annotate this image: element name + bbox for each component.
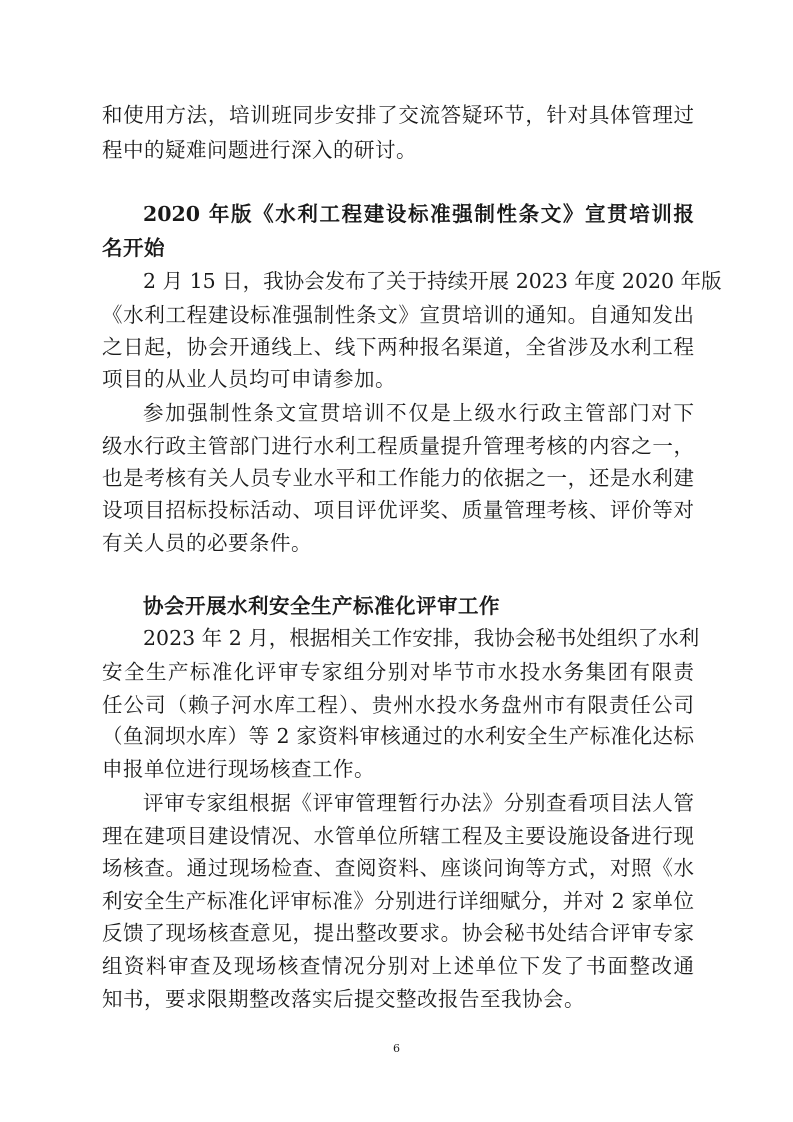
paragraph-line: （鱼洞坝水库）等 2 家资料审核通过的水利安全生产标准化达标 bbox=[102, 724, 694, 748]
paragraph-line: 级水行政主管部门进行水利工程质量提升管理考核的内容之一， bbox=[102, 434, 694, 458]
paragraph-line: 理在建项目建设情况、水管单位所辖工程及主要设施设备进行现 bbox=[102, 824, 694, 848]
paragraph-line: 2 月 15 日，我协会发布了关于持续开展 2023 年度 2020 年版 bbox=[143, 269, 722, 293]
paragraph-line: 也是考核有关人员专业水平和工作能力的依据之一，还是水利建 bbox=[102, 466, 694, 490]
paragraph-line: 知书，要求限期整改落实后提交整改报告至我协会。 bbox=[102, 987, 585, 1011]
paragraph-line: 申报单位进行现场核查工作。 bbox=[102, 757, 375, 781]
article-title: 名开始 bbox=[102, 236, 165, 260]
paragraph-line: 利安全生产标准化评审标准》分别进行详细赋分，并对 2 家单位 bbox=[102, 889, 694, 913]
paragraph-line: 设项目招标投标活动、项目评优评奖、质量管理考核、评价等对 bbox=[102, 498, 694, 522]
paragraph-line: 之日起，协会开通线上、线下两种报名渠道，全省涉及水利工程 bbox=[102, 335, 694, 359]
article-title: 2020 年版《水利工程建设标准强制性条文》宣贯培训报 bbox=[143, 202, 694, 226]
article-title: 协会开展水利安全生产标准化评审工作 bbox=[143, 594, 500, 618]
paragraph-line: 《水利工程建设标准强制性条文》宣贯培训的通知。自通知发出 bbox=[102, 303, 694, 327]
paragraph-line: 组资料审查及现场核查情况分别对上述单位下发了书面整改通 bbox=[102, 954, 694, 978]
paragraph-line: 和使用方法，培训班同步安排了交流答疑环节，针对具体管理过 bbox=[102, 103, 694, 127]
paragraph-line: 2023 年 2 月，根据相关工作安排，我协会秘书处组织了水利 bbox=[143, 626, 700, 650]
paragraph-line: 反馈了现场核查意见，提出整改要求。协会秘书处结合评审专家 bbox=[102, 921, 694, 945]
paragraph-line: 程中的疑难问题进行深入的研讨。 bbox=[102, 138, 417, 162]
paragraph-line: 安全生产标准化评审专家组分别对毕节市水投水务集团有限责 bbox=[102, 660, 694, 684]
paragraph-line: 评审专家组根据《评审管理暂行办法》分别查看项目法人管 bbox=[143, 791, 694, 815]
paragraph-line: 有关人员的必要条件。 bbox=[102, 531, 312, 555]
paragraph-line: 场核查。通过现场检查、查阅资料、座谈问询等方式，对照《水 bbox=[102, 856, 694, 880]
paragraph-line: 项目的从业人员均可申请参加。 bbox=[102, 367, 396, 391]
paragraph-line: 任公司（赖子河水库工程）、贵州水投水务盘州市有限责任公司 bbox=[102, 693, 694, 717]
paragraph-line: 参加强制性条文宣贯培训不仅是上级水行政主管部门对下 bbox=[143, 401, 694, 425]
page-number: 6 bbox=[393, 1042, 400, 1055]
